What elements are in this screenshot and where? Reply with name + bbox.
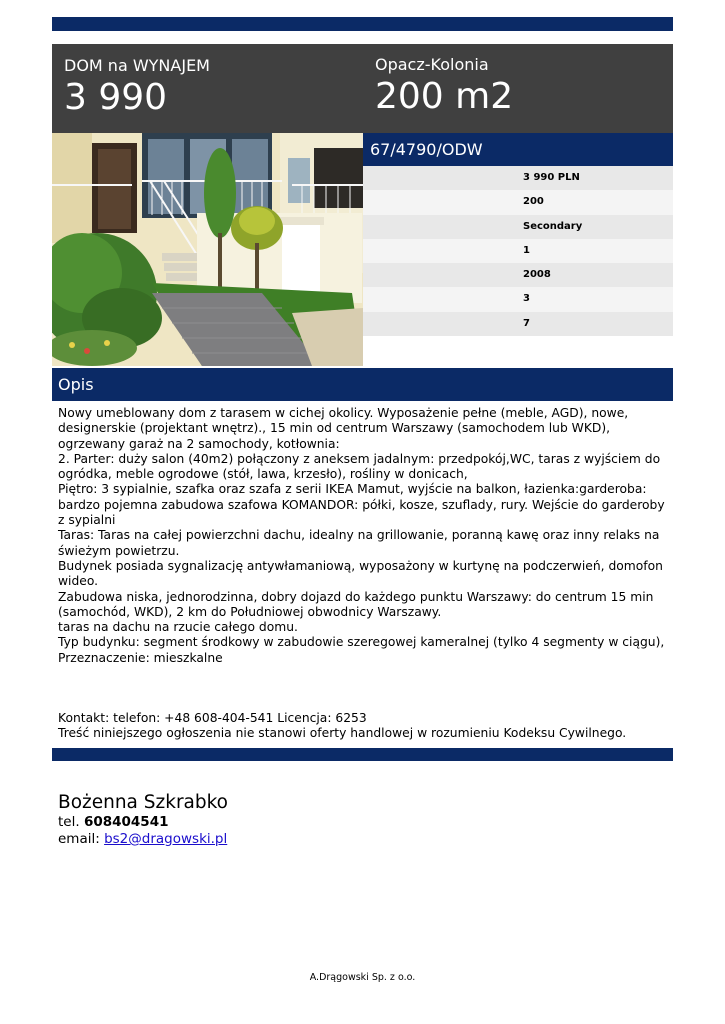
description-paragraph: Budynek posiada sygnalizację antywłamaniową, wyposażony w kurtynę na podczerwień, domofon wideo. [58, 558, 663, 589]
listing-reference: 67/4790/ODW [363, 133, 673, 166]
agent-phone-label: tel. [58, 814, 84, 830]
agent-name: Bożenna Szkrabko [58, 792, 228, 813]
agent-email-line [58, 831, 228, 848]
description-paragraph: Zabudowa niska, jednorodzinna, dobry dojazd do każdego punktu Warszawy: do centrum 15 min (samochód, WKD), 2 km do Południowej obwodnicy Warszawy. [58, 589, 654, 619]
footer-company: A.Drągowski Sp. z o.o. [309, 972, 416, 983]
contact-block [58, 711, 670, 742]
detail-row-floor: 1 [363, 239, 673, 263]
description-paragraph: 2. Parter: duży salon (40m2) połączony z aneksem jadalnym: przedpokój,WC, taras z wyjściem do ogródka, meble ogrodowe (stół, lawa, krzesło), rośliny w donicach, [58, 451, 661, 482]
listing-price: 3 990 [64, 77, 168, 118]
listing-area: 200 m2 [375, 76, 514, 117]
detail-row-rooms: 3 [363, 287, 673, 311]
listing-details-table [363, 166, 673, 336]
agent-phone-line [58, 814, 228, 831]
agent-email-link[interactable]: bs2@dragowski.pl [104, 831, 228, 847]
property-photo [52, 133, 363, 366]
top-decor-bar [52, 17, 673, 31]
description-paragraph: Typ budynku: segment środkowy w zabudowie szeregowej kameralnej (tylko 4 segmenty w ciągu), Przeznaczenie: mieszkalne [58, 635, 665, 665]
listing-location: Opacz-Kolonia [375, 55, 489, 74]
detail-row-extra: 7 [363, 312, 673, 336]
listing-type: DOM na WYNAJEM [64, 56, 210, 75]
contact-line: Kontakt: telefon: +48 608-404-541 Licencja: 6253 [58, 711, 367, 725]
bottom-decor-bar [52, 748, 673, 761]
description-heading: Opis [52, 368, 673, 401]
agent-email-label: email: [58, 831, 105, 847]
agent-card [58, 792, 228, 848]
detail-row-year: 2008 [363, 263, 673, 287]
description-paragraph: Taras: Taras na całej powierzchni dachu, idealny na grillowanie, poranną kawę oraz inny relaks na świeżym powietrzu. [58, 528, 660, 558]
description-paragraph: taras na dachu na rzucie całego domu. [58, 620, 298, 635]
description-paragraph: Nowy umeblowany dom z tarasem w cichej okolicy. Wyposażenie pełne (meble, AGD), nowe, designerskie (projektant wnętrz)., 15 min od centrum Warszawy (samochodem lub WKD), ogrzewany garaż na 2 samochody, kotłownia: [58, 406, 629, 451]
description-paragraph: Piętro: 3 sypialnie, szafka oraz szafa z serii IKEA Mamut, wyjście na balkon, łazienka:garderoba: bardzo pojemna zabudowa szafowa KOMANDOR: półki, kosze, szuflady, rury. Wejście do garderoby z sypialni [58, 482, 665, 528]
disclaimer: Treść niniejszego ogłoszenia nie stanowi oferty handlowej w rozumieniu Kodeksu Cywilnego. [58, 726, 627, 741]
detail-row-price: 3 990 PLN [363, 166, 673, 190]
detail-row-market: Secondary [363, 215, 673, 239]
listing-header [52, 44, 673, 133]
agent-phone: 608404541 [83, 814, 169, 830]
detail-row-area: 200 [363, 190, 673, 214]
description-text [58, 406, 670, 666]
